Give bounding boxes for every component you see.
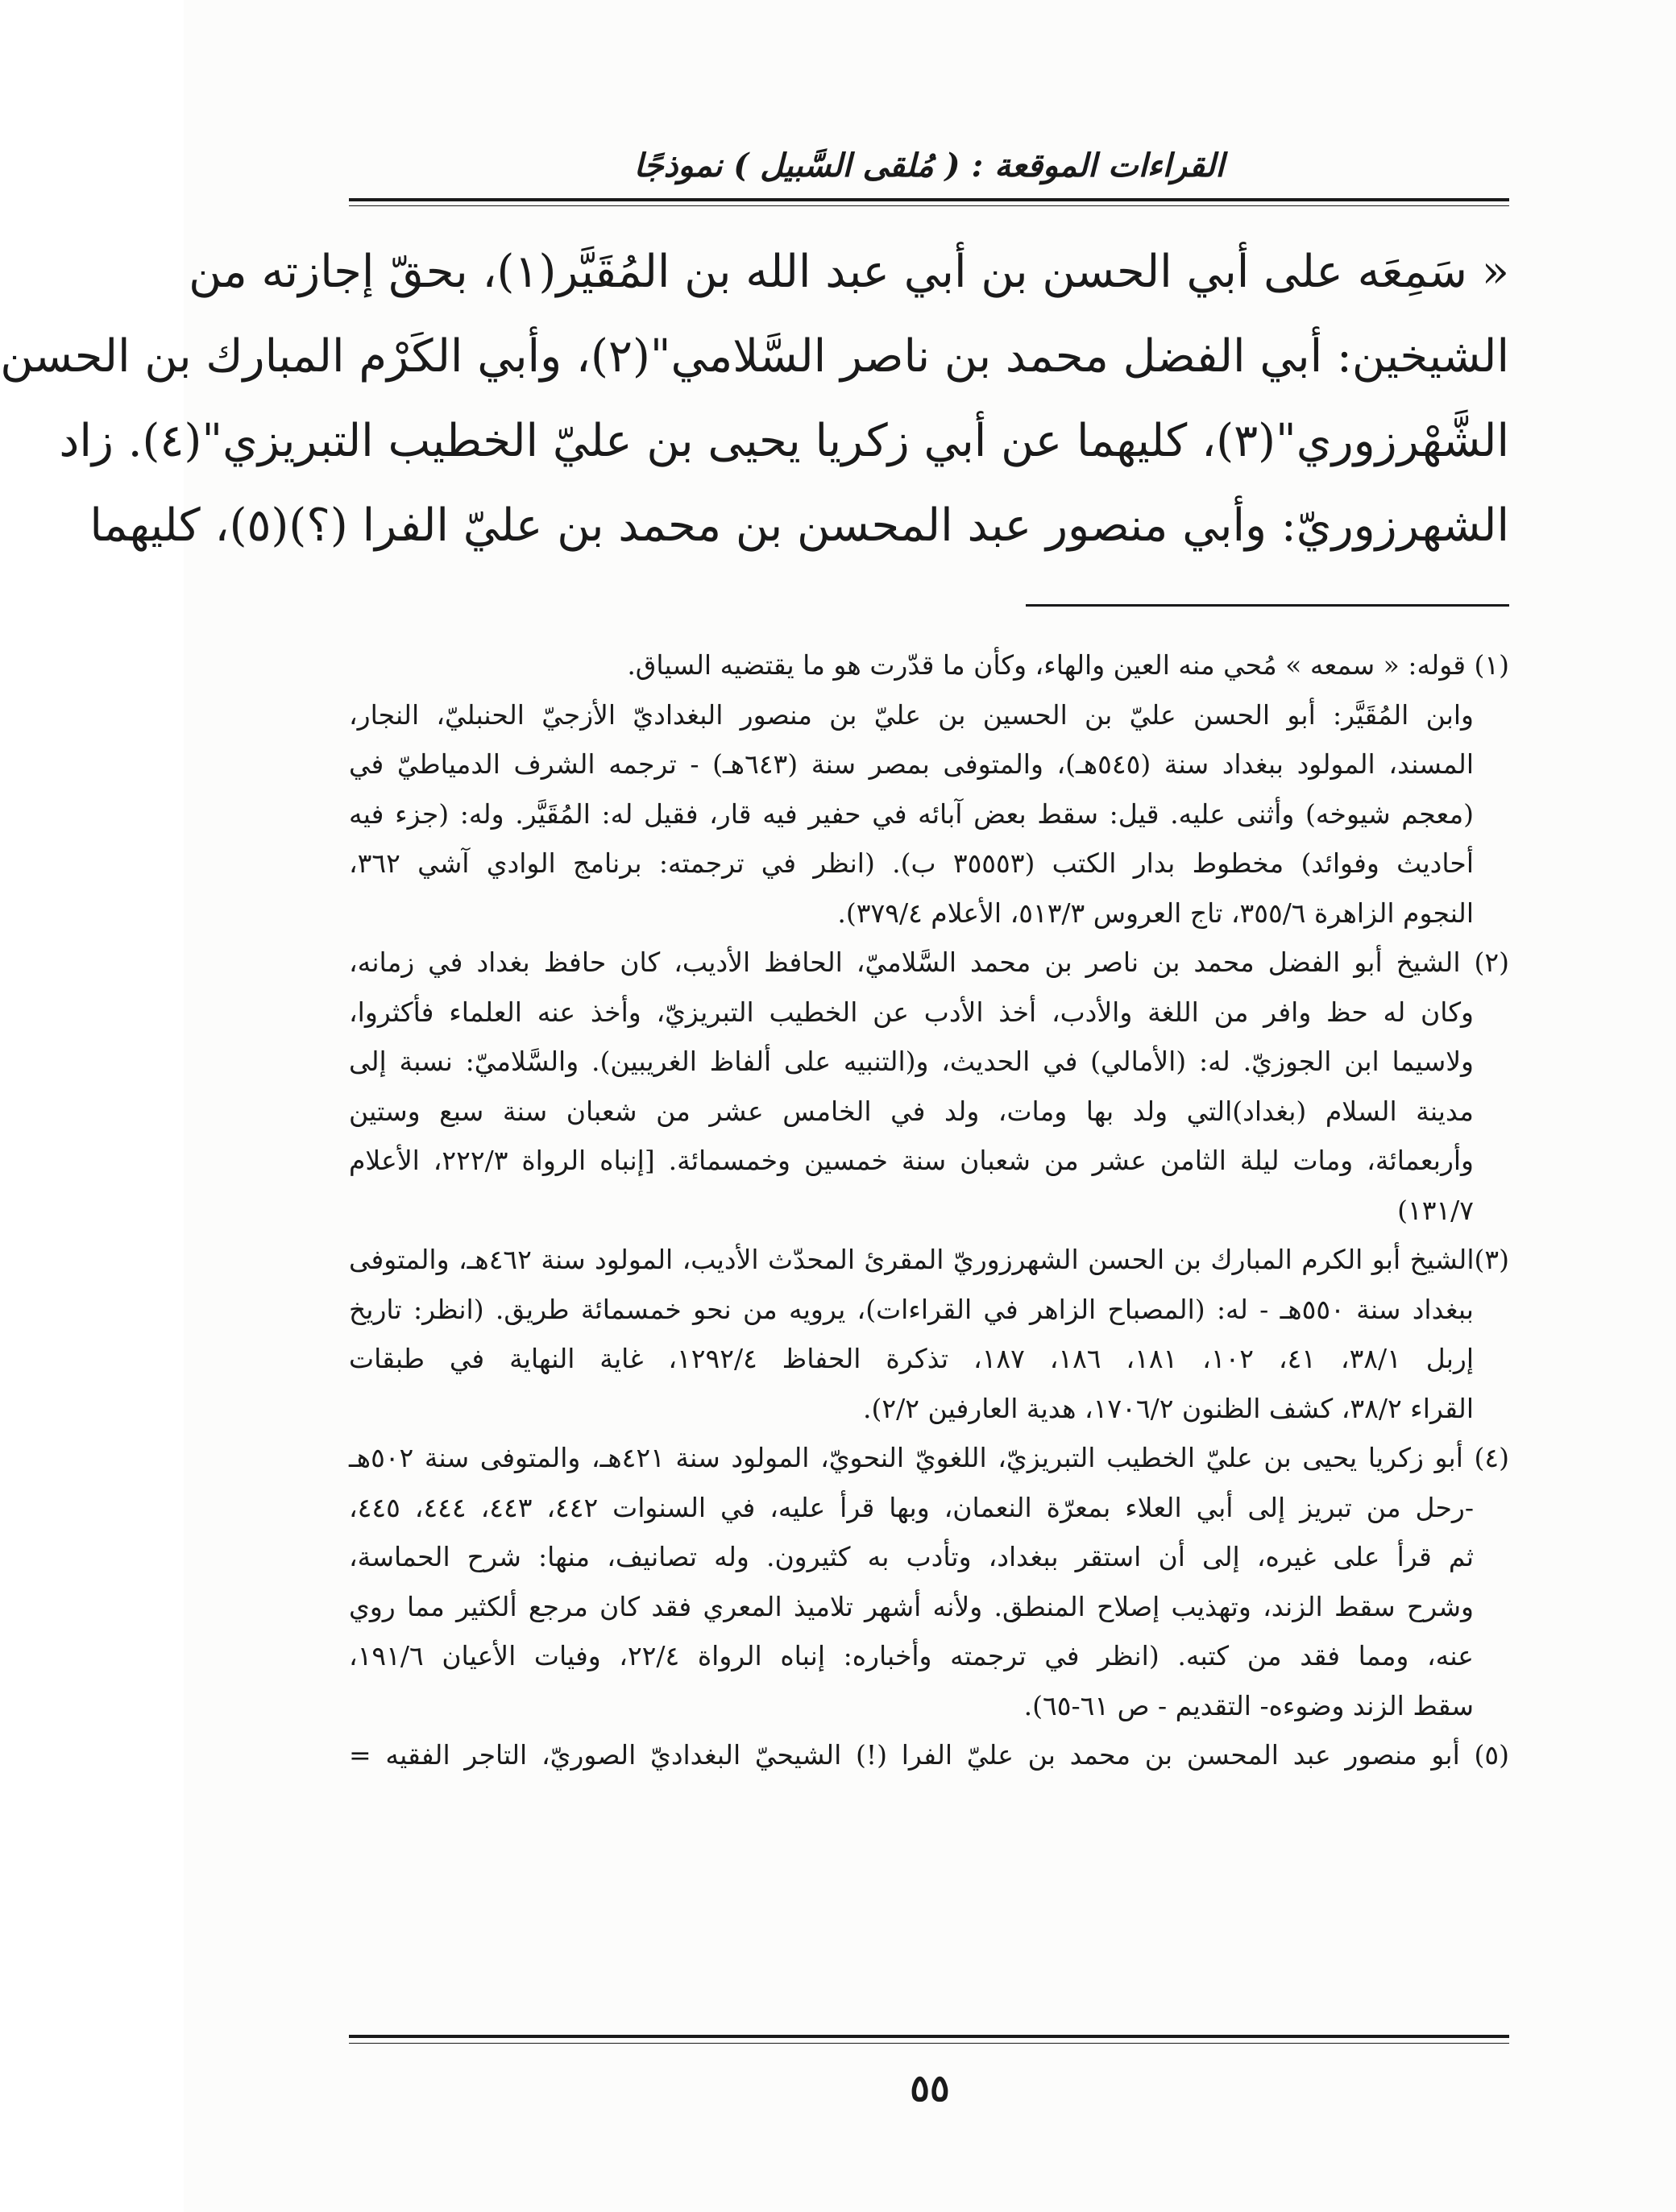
main-text-block (0, 230, 1509, 568)
footnote-line: أحاديث وفوائد) مخطوط بدار الكتب (٣٥٥٥٣ ب). (انظر في ترجمته: برنامج الوادي آشي ٣٦٢، (349, 847, 1474, 879)
footnote-line: (٢) الشيخ أبو الفضل محمد بن ناصر بن محمد السَّلاميّ، الحافظ الأديب، كان حافظ بغداد في زمانه، (349, 947, 1509, 978)
main-text-line: الشَّهْرزوري‏"(٣)، كليهما عن أبي زكريا يحيى بن عليّ الخطيب التبريزي‏"(٤). زاد (59, 415, 1509, 467)
footer-rule-thin (349, 2043, 1509, 2044)
footnote-line: المسند، المولود ببغداد سنة (٥٤٥هـ)، والمتوفى بمصر سنة (٦٤٣هـ) - ترجمه الشرف الدمياطيّ في (349, 748, 1475, 780)
footnote-line: القراء ٣٨/٢، كشف الظنون ١٧٠٦/٢، هدية العارفين ٢/٢). (863, 1392, 1474, 1424)
footnote-line: سقط الزند وضوءه- التقديم - ص ٦١-٦٥). (1023, 1689, 1474, 1721)
footnote-line: (معجم شيوخه) وأثنى عليه. قيل: سقط بعض آبائه في حفير فيه قار، فقيل له: المُقَيَّر. وله: (جزء فيه (349, 797, 1474, 830)
footnote-line: (٤) أبو زكريا يحيى بن عليّ الخطيب التبريزيّ، اللغويّ النحويّ، المولود سنة ٤٢١هـ، والمتوفى سنة ٥٠٢هـ (349, 1442, 1509, 1473)
footnotes-block (349, 640, 1509, 1780)
main-text-line: الشهرزوريّ: وأبي منصور عبد المحسن بن محمد بن عليّ الفرا (؟)(٥)، كليهما (89, 499, 1509, 552)
footnote-line: وشرح سقط الزند، وتهذيب إصلاح المنطق. ولأنه أشهر تلاميذ المعري فقد كان مرجع ألكثير مما روي (349, 1590, 1474, 1622)
running-title: القراءات الموقعة : ( مُلقى السَّبيل ) نموذجًا (633, 147, 1225, 184)
footnote-line: ببغداد سنة ٥٥٠هـ - له: (المصباح الزاهر في القراءات)، يرويه من نحو خمسمائة طريق. (انظر: تاريخ (349, 1293, 1474, 1325)
footnote-line: النجوم الزاهرة ٣٥٥/٦، تاج العروس ٥١٣/٣، الأعلام ٣٧٩/٤). (837, 897, 1474, 929)
footnote-line: ١٣١/٧) (1397, 1194, 1474, 1226)
header-rule (349, 198, 1509, 201)
footnote-line: ثم قرأ على غيره، إلى أن استقر ببغداد، وتأدب به كثيرون. وله تصانيف، منها: شرح الحماسة، (349, 1541, 1474, 1572)
footnote-line: وابن المُقَيَّر: أبو الحسن عليّ بن الحسين بن عليّ بن منصور البغداديّ الأزجيّ الحنبليّ، النجار، (349, 698, 1474, 731)
page-number: ٥٥ (910, 2066, 950, 2110)
main-text-line: الشيخين: أبي الفضل محمد بن ناصر السَّلامي‏"(٢)، وأبي الكَرْم المبارك بن الحسن (0, 330, 1509, 383)
footnote-line: إربل ٣٨/١، ٤١، ١٠٢، ١٨١، ١٨٦، ١٨٧، تذكرة الحفاظ ١٢٩٢/٤، غاية النهاية في طبقات (349, 1343, 1475, 1374)
footnote-line: (٣)الشيخ أبو الكرم المبارك بن الحسن الشهرزوريّ المقرئ المحدّث الأديب، المولود سنة ٤٦٢هـ، والمتوفى (349, 1244, 1509, 1275)
footnote-line: ولاسيما ابن الجوزيّ. له: (الأمالي) في الحديث، و(التنبيه على ألفاظ الغريبين). والسَّلاميّ: نسبة إلى (349, 1046, 1474, 1077)
footnote-line: (٥) أبو منصور عبد المحسن بن محمد بن عليّ الفرا (!) الشيحيّ البغداديّ الصوريّ، التاجر الفقيه = (349, 1739, 1509, 1771)
header-rule-thin (349, 205, 1509, 206)
footnote-line: (١) قوله: « سمعه » مُحي منه العين والهاء، وكأن ما قدّرت هو ما يقتضيه السياق. (627, 649, 1509, 681)
footnote-line: -رحل من تبريز إلى أبي العلاء بمعرّة النعمان، وبها قرأ عليه، في السنوات ٤٤٢، ٤٤٣، ٤٤٤، ٤٤٥، (349, 1491, 1475, 1523)
footnote-line: وكان له حظ وافر من اللغة والأدب، أخذ الأدب عن الخطيب التبريزيّ، وأخذ عنه العلماء فأكثروا، (349, 996, 1474, 1028)
footnote-line: مدينة السلام (بغداد)التي ولد بها ومات، ولد في الخامس عشر من شعبان سنة سبع وستين (349, 1095, 1474, 1127)
main-text-line: « سَمِعَه على أبي الحسن بن أبي عبد الله بن المُقَيَّر‏(١)، بحقّ إجازته من (189, 246, 1509, 298)
footnote-line: عنه، ومما فقد من كتبه. (انظر في ترجمته وأخباره: إنباه الرواة ٢٢/٤، وفيات الأعيان ١٩١/٦، (349, 1640, 1474, 1671)
footnote-separator (1026, 604, 1509, 607)
footnote-line: وأربعمائة، ومات ليلة الثامن عشر من شعبان سنة خمسين وخمسمائة. [إنباه الرواة ٢٢٢/٣، الأعلام (349, 1145, 1474, 1176)
footer-rule (349, 2035, 1509, 2038)
